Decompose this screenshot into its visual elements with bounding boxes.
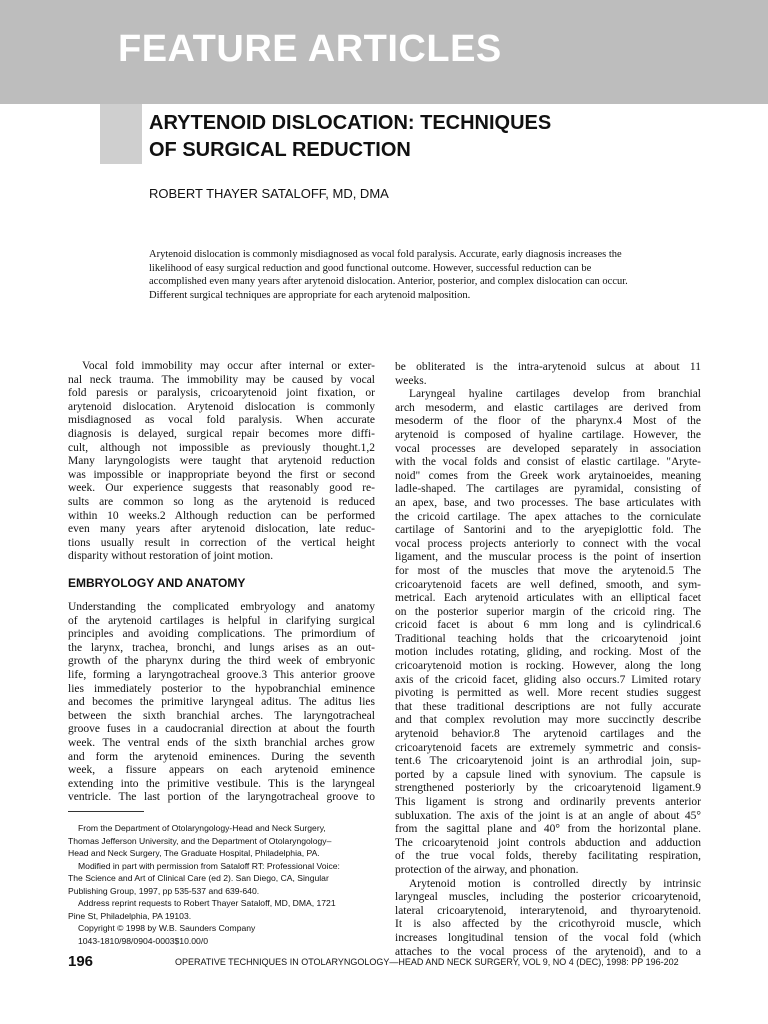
title-line: ARYTENOID DISLOCATION: TECHNIQUES (149, 112, 552, 134)
body-line: life, forming a laryngotracheal groove.3 This anterior groove (68, 668, 375, 681)
footnote-line: From the Department of Otolaryngology-Head and Neck Surgery, (78, 823, 326, 833)
footnote-line: Pine St, Philadelphia, PA 19103. (68, 910, 192, 921)
body-line: extending into the primitive vestibule. This is the laryngeal (68, 777, 375, 790)
body-line: even many years after arytenoid dislocation, late reduc- (68, 523, 375, 536)
intro-paragraph (68, 360, 375, 564)
footnote-line: 1043-1810/98/0904-0003$10.00/0 (78, 935, 208, 946)
body-line: This ligament is strong and ordinarily prevents anterior (395, 796, 701, 808)
footnote-line: Thomas Jefferson University, and the Department of Otolaryngology– (68, 835, 332, 846)
journal-citation: OPERATIVE TECHNIQUES IN OTOLARYNGOLOGY—HEAD AND NECK SURGERY, VOL 9, NO 4 (DEC), 1998: PP 196-202 (175, 957, 679, 967)
title-line: OF SURGICAL REDUCTION (149, 139, 411, 161)
right-column (395, 361, 701, 959)
header-side-block (74, 82, 100, 104)
body-line: disparity without restoration of joint motion. (68, 550, 274, 563)
body-line: that these traditional descriptions are not fully accurate (395, 700, 701, 713)
body-line: noid" comes from the Greek work arytainoeides, meaning (395, 469, 701, 482)
body-line: of the true vocal folds, thereby facilitating respiration, (395, 850, 701, 863)
body-line: with the vocal folds and consist of elastic cartilage. "Aryte- (395, 456, 701, 469)
body-line: motion includes rotating, gliding, and rocking. Most of the (395, 646, 701, 659)
body-line: was impossible or inappropriate beyond the first or second (68, 468, 375, 481)
body-line: and becomes the primitive laryngeal aditus. The aditus lies (68, 696, 375, 709)
body-line: and that complex revolution may more succinctly describe (395, 714, 701, 727)
body-line: cricoarytenoid facets are well defined, smooth, and sym- (395, 578, 701, 591)
body-line: within 10 weeks.2 Although reduction can be performed (68, 509, 375, 522)
title-accent-block (100, 104, 142, 164)
article-title (149, 110, 709, 164)
body-line: vocal process projects anteriorly to connect with the vocal (395, 537, 701, 550)
body-line: cricoarytenoid motion is rocking. However, along the long (395, 660, 701, 673)
body-line: the cricoid cartilage. The apex attaches to the corniculate (395, 510, 701, 523)
body-line: nal neck trauma. The immobility may be caused by vocal (68, 373, 375, 386)
body-line: increases longitudinal tension of the vocal fold (which (395, 931, 701, 944)
body-line: be obliterated is the intra-arytenoid sulcus at about 11 (395, 361, 701, 373)
body-line: laryngeal muscles, including the posterior cricoarytenoid, (395, 891, 701, 904)
body-line: Arytenoid motion is controlled directly by intrinsic (409, 877, 701, 890)
abstract-line: Arytenoid dislocation is commonly misdiagnosed as vocal fold paralysis. Accurate, early diagnosis increases the (149, 249, 622, 260)
page-number: 196 (68, 953, 94, 970)
body-line: lateral cricoarytenoid, interarytenoid, and thyroarytenoid. (395, 904, 701, 917)
body-line: of the arytenoid cartilages is helpful in clarifying surgical (68, 614, 375, 627)
body-line: from the sagittal plane and 40° from the horizontal plane. (395, 823, 701, 836)
body-line: arch mesoderm, and elastic cartilages are derived from (395, 401, 701, 414)
body-line: an apex, base, and two processes. The base articulates with (395, 496, 701, 509)
body-line: ventricle. The last portion of the laryngotracheal groove to (68, 791, 375, 804)
body-line: lies immediately posterior to the hypobranchial eminence (68, 682, 375, 695)
section-heading: EMBRYOLOGY AND ANATOMY (68, 576, 246, 590)
body-line: strengthened posteriorly by the cricoarytenoid ligament.9 (395, 782, 701, 795)
body-line: ligament, and the muscular process is the point of insertion (395, 551, 701, 564)
body-line: protection of the airway, and phonation. (395, 863, 579, 876)
body-line: arytenoid behavior.8 The arytenoid cartilages and the (395, 728, 701, 741)
body-line: The cricoarytenoid joint controls abduction and adduction (395, 836, 701, 849)
body-line: arytenoid dislocation. Arytenoid dislocation is commonly (68, 400, 375, 413)
abstract-line: accomplished even many years after arytenoid dislocation. Anterior, posterior, and complex dislocation can occur. (149, 276, 628, 287)
header-side-block (74, 0, 100, 20)
body-line: groove fuses in a caudocranial direction at about the fourth (68, 723, 375, 736)
abstract (149, 248, 689, 302)
body-line: Laryngeal hyaline cartilages develop from branchial (409, 388, 701, 401)
footnote-line: Modified in part with permission from Sataloff RT: Professional Voice: (78, 860, 340, 871)
body-line: ported by a capsule lined with synovium. The capsule is (395, 768, 701, 781)
footnote-divider (68, 811, 144, 812)
body-line: Traditional teaching holds that the cricoarytenoid joint (395, 632, 701, 645)
body-line: week, a fissure appears on each arytenoid eminence (68, 764, 375, 777)
body-line: Understanding the complicated embryology and anatomy (68, 601, 375, 613)
header-side-block (74, 56, 100, 75)
body-line: cricoid facet is about 6 mm long and is cylindrical.6 (395, 619, 701, 632)
body-line: mesoderm of the floor of the pharynx.4 Most of the (395, 415, 701, 428)
body-line: fold paresis or paralysis, cricoarytenoid joint fixation, or (68, 387, 375, 400)
body-line: subluxation. The axis of the joint is at an angle of about 45° (395, 809, 701, 822)
body-line: vocal processes are developed separately in association (395, 442, 701, 455)
footnote-line: Head and Neck Surgery, The Graduate Hospital, Philadelphia, PA. (68, 848, 320, 858)
body-line: metrical. Each arytenoid articulates with an elliptical facet (395, 592, 701, 605)
footnote-line: The Science and Art of Clinical Care (ed 2). San Diego, CA, Singular (68, 873, 329, 883)
body-line: sults are common so long as the arytenoid is reduced (68, 495, 375, 508)
body-line: between the sixth branchial arches. The laryngotracheal (68, 709, 375, 722)
body-line: on the posterior superior margin of the cricoid ring. The (395, 605, 701, 618)
body-line: principles and avoiding complications. The primordium of (68, 628, 375, 641)
abstract-line: Different surgical techniques are appropriate for each arytenoid malposition. (149, 289, 471, 301)
header-side-block (74, 27, 100, 49)
footnote-line: Copyright © 1998 by W.B. Saunders Company (78, 923, 256, 933)
body-line: cult, although not impossible as previously thought.1,2 (68, 441, 375, 454)
footnote-line: Address reprint requests to Robert Thayer Sataloff, MD, DMA, 1721 (78, 898, 336, 908)
body-line: It is also affected by the cricothyroid muscle, which (395, 918, 701, 931)
body-line: growth of the pharynx during the third week of embryonic (68, 655, 375, 668)
body-line: week. Our experience suggests that reasonably good re- (68, 482, 375, 495)
section-label: FEATURE ARTICLES (118, 28, 502, 70)
author-line: ROBERT THAYER SATALOFF, MD, DMA (149, 186, 389, 201)
body-line: ladle-shaped. The cartilages are pyramidal, consisting of (395, 483, 701, 496)
footnotes (68, 822, 368, 947)
body-line: attaches to the vocal process of the arytenoid), and to a (395, 945, 701, 958)
body-line: and form the arytenoid eminences. During the seventh (68, 750, 375, 763)
body-line: Vocal fold immobility may occur after internal or exter- (82, 360, 375, 372)
body-line: tent.6 The cricoarytenoid joint is an arthrodial join, sup- (395, 755, 701, 768)
body-line: misdiagnosed as vocal fold paralysis. When accurate (68, 414, 375, 427)
abstract-line: likelihood of easy surgical reduction and good functional outcome. However, successful reduction can be (149, 262, 592, 274)
embryology-paragraph (68, 601, 375, 805)
body-line: cricoarytenoid facets are extremely symmetric and consis- (395, 741, 701, 754)
body-line: diagnosis is delayed, surgical repair becomes more diffi- (68, 427, 375, 440)
body-line: arytenoid is composed of hyaline cartilage. However, the (395, 428, 701, 441)
body-line: for most of the muscles that move the arytenoid.5 The (395, 564, 701, 577)
body-line: cartilage of Santorini and to the aryepiglottic fold. The (395, 524, 701, 537)
body-line: week. The ventral ends of the sixth branchial arches grow (68, 736, 375, 749)
body-line: weeks. (395, 374, 427, 387)
body-line: pivoting is permitted as well. More recent studies suggest (395, 687, 701, 700)
body-line: Many laryngologists were taught that arytenoid reduction (68, 455, 375, 468)
body-line: axis of the cricoid facet, gliding also occurs.7 Limited rotary (395, 673, 701, 686)
body-line: tions usually result in correction of the vertical height (68, 536, 375, 549)
footnote-line: Publishing Group, 1997, pp 535-537 and 639-640. (68, 885, 260, 896)
body-line: the larynx, trachea, bronchi, and lungs arises as an out- (68, 641, 375, 654)
